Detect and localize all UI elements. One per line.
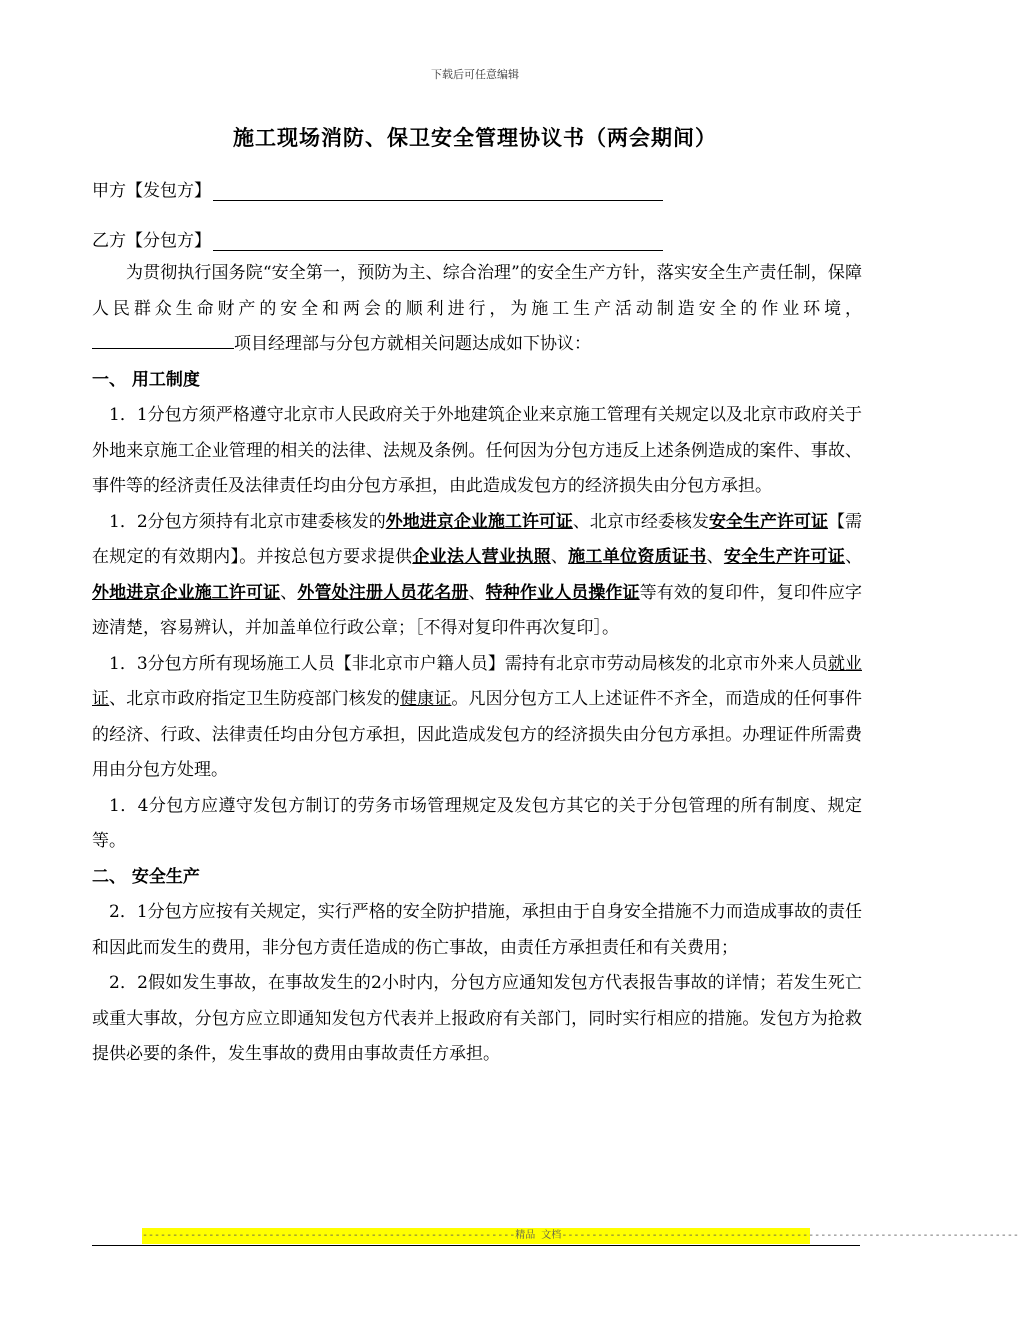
- clause-text: 、: [550, 547, 569, 567]
- header-note: 下载后可任意编辑: [431, 68, 519, 81]
- footer-dashes-right: ----------------------------------------------------------------------------: [561, 1230, 1019, 1241]
- party-a-row: [92, 176, 663, 201]
- clause-text: 。凡因分包方工人上述证件不齐全，而造成的任何事件的经济、行政、法律责任均由分包方承担，因此造成发包方的经济损失由分包方承担。办理证件所需费用由分包方处理。: [92, 689, 863, 780]
- document-title: 施工现场消防、保卫安全管理协议书（两会期间）: [233, 126, 717, 150]
- doc-name-underlined: 企业法人营业执照: [412, 547, 551, 567]
- section-1-heading: 一、 用工制度: [92, 369, 200, 390]
- clause-1-2: [92, 505, 862, 647]
- section-2-heading: 二、 安全生产: [92, 866, 200, 887]
- project-name-blank: [92, 330, 234, 349]
- clause-text: 、: [706, 547, 724, 567]
- clause-text: 等有效的复印件，复印件应字迹清楚，容易辨认，并加盖单位行政公章；［不得对复印件再次复印］。: [92, 582, 863, 638]
- footer-banner: [142, 1228, 1019, 1244]
- clause-2-2: 2．2假如发生事故，在事故发生的2小时内，分包方应通知发包方代表报告事故的详情；若发生死亡或重大事故，分包方应立即通知发包方代表并上报政府有关部门，同时实行相应的措施。发包方为抢救提供必要的条件，发生事故的费用由事故责任方承担。: [92, 973, 862, 1064]
- clause-text: 、: [845, 547, 863, 567]
- doc-name-underlined: 外地进京企业施工许可证: [92, 582, 281, 603]
- doc-name-underlined: 安全生产许可证: [708, 511, 829, 532]
- clause-text: 1．2分包方须持有北京市建委核发的: [109, 511, 386, 532]
- clause-1-4: 1．4分包方应遵守发包方制订的劳务市场管理规定及发包方其它的关于分包管理的所有制度、规定等。: [92, 795, 862, 851]
- intro-text-2: 项目经理部与分包方就相关问题达成如下协议：: [234, 334, 591, 354]
- doc-name-underlined: 健康证: [400, 689, 452, 709]
- intro-text-1: 为贯彻执行国务院“安全第一，预防为主、综合治理”的安全生产方针，落实安全生产责任制，保障人民群众生命财产的安全和两会的顺利进行，为施工生产活动制造安全的作业环境，: [92, 263, 862, 319]
- doc-name-underlined: 安全生产许可证: [723, 547, 846, 567]
- footer-label: 精品 文档: [515, 1230, 562, 1241]
- footer-dashes-left: --------------------------------------------------------------: [142, 1230, 516, 1241]
- footer-rule: [92, 1245, 860, 1246]
- party-b-label: 乙方【分包方】: [92, 231, 211, 251]
- party-b-row: [92, 226, 663, 251]
- document-body: [92, 256, 862, 1073]
- clause-2-1: 2．1分包方应按有关规定，实行严格的安全防护措施，承担由于自身安全措施不力而造成事故的责任和因此而发生的费用，非分包方责任造成的伤亡事故，由责任方承担责任和有关费用；: [92, 902, 862, 958]
- doc-name-underlined: 外管处注册人员花名册: [297, 582, 469, 603]
- party-a-blank-line: [213, 180, 663, 201]
- intro-paragraph: [92, 256, 862, 363]
- doc-name-underlined: 特种作业人员操作证: [485, 582, 640, 603]
- doc-name-underlined: 就业证: [92, 653, 862, 709]
- clause-text: 【需在规定的有效期内】。并按总包方要求提供: [92, 511, 863, 567]
- party-b-blank-line: [213, 230, 663, 251]
- clause-text: 、: [280, 582, 298, 603]
- clause-text: 、北京市经委核发: [572, 511, 709, 532]
- clause-text: 、北京市政府指定卫生防疫部门核发的: [109, 689, 401, 709]
- doc-name-underlined: 外地进京企业施工许可证: [385, 511, 573, 532]
- party-a-label: 甲方【发包方】: [92, 181, 211, 201]
- clause-1-1: 1．1分包方须严格遵守北京市人民政府关于外地建筑企业来京施工管理有关规定以及北京市政府关于外地来京施工企业管理的相关的法律、法规及条例。任何因为分包方违反上述条例造成的案件、事故、事件等的经济责任及法律责任均由分包方承担，由此造成发包方的经济损失由分包方承担。: [92, 405, 862, 496]
- clause-text: 1．3分包方所有现场施工人员【非北京市户籍人员】需持有北京市劳动局核发的北京市外来人员: [109, 653, 828, 674]
- clause-text: 、: [468, 582, 486, 603]
- clause-1-3: [92, 647, 862, 789]
- doc-name-underlined: 施工单位资质证书: [568, 547, 707, 567]
